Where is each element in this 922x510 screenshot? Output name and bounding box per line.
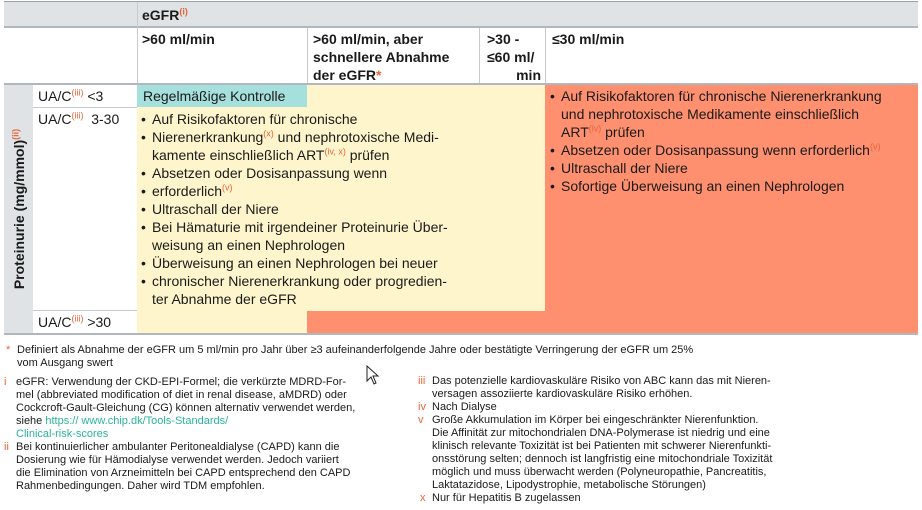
recommendation-item: • Auf Risikofaktoren für chronische Nierenerkrankung und nephrotoxische Medikamente einschließlich ART$^{(iv)}$ prüfen — [548, 87, 916, 141]
table-bottom-border — [4, 333, 918, 335]
recommendation-item: • chronischer Nierenerkrankung oder progredien- ter Abnahme der eGFR — [139, 272, 539, 308]
top-border — [4, 1, 918, 2]
row-label-prefix: UA/C — [38, 314, 72, 330]
row-label-prefix: UA/C — [38, 88, 72, 104]
col-header-30-60 — [479, 28, 545, 83]
recommendation-item: • erforderlich$^{(v)}$ — [139, 182, 539, 200]
regular-control-text: Regelmäßige Kontrolle — [143, 88, 286, 104]
recommendation-item: • Absetzen oder Dosisanpassung wenn erforderlich$^{(v)}$ — [548, 141, 916, 159]
regular-control-cell — [137, 85, 307, 107]
moderate-recommendations — [139, 110, 539, 308]
proteinuria-label: Proteinurie (mg/mmol) — [10, 139, 27, 290]
header-corner — [4, 2, 137, 26]
row-label-value: <3 — [87, 88, 104, 104]
row-label-ref: (iii) — [71, 313, 84, 324]
col-divider — [479, 28, 480, 83]
proteinuria-ref: (ii) — [9, 128, 20, 140]
footnote-x: x Nur für Hepatitis B zugelassen — [420, 492, 581, 504]
recommendation-item: • Sofortige Überweisung an einen Nephrologen — [548, 177, 916, 195]
recommendation-item: • Auf Risikofaktoren für chronische — [139, 110, 539, 128]
recommendation-item: • Überweisung an einen Nephrologen bei neuer — [139, 254, 539, 272]
recommendation-item: • Ultraschall der Niere — [548, 159, 916, 177]
mouse-cursor-icon — [366, 365, 380, 385]
col-divider — [307, 28, 308, 83]
col-divider — [545, 28, 546, 83]
footnote-i: i eGFR: Verwendung der CKD-EPI-Formel; die verkürzte MDRD-For- mel (abbreviated modification of diet in renal disease, aMDRD) oder Cockcroft-Gault-Gleichung (CG) können alternativ verwendet werden, siehe https:// www.chip.dk/Tools-Standards/ Clinical-risk-scores — [16, 376, 396, 441]
row-label-ref: (iii) — [71, 87, 84, 98]
egfr-ref: (i) — [179, 6, 188, 17]
footnote-v: v Große Akkumulation im Körper bei eingeschränkter Nierenfunktion. Die Affinität zur mitochondrialen DNA-Polymerase ist niedrig und eine klinisch relevante Toxizität ist bei Patienten mit schwerer Nierenfunkti- onsstörung selten; dennoch ist langfristig eine mitochondriale Toxizität möglich und muss überwacht werden (Polyneuropathie, Pancreatitis, Laktatazidose, Lipodystrophie, metabolische Störungen) — [418, 414, 773, 491]
severe-recommendations — [548, 87, 916, 195]
row-label-3-30 — [33, 108, 137, 310]
recommendation-item: • Absetzen oder Dosisanpassung wenn — [139, 164, 539, 182]
footnote-ii: ii Bei kontinuierlicher ambulanter Peritonealdialyse (CAPD) kann die Dosierung wie für Hämodialyse verwendet werden. Jedoch variiert die Elimination von Arzneimitteln bei CAPD entsprechend den CAPD Rahmenbedingungen. Daher wird TDM empfohlen. — [4, 441, 351, 492]
row-label-gt30 — [33, 311, 137, 333]
col-header-30-60-line1: >30 - — [487, 31, 520, 47]
star-mark: * — [376, 67, 382, 83]
row-label-value: 3-30 — [91, 111, 120, 127]
col-header-le30-label: ≤30 ml/min — [552, 31, 625, 47]
col-header-gt60-fast-label: >60 ml/min, aber schnellere Abnahme der eGFR — [313, 31, 450, 83]
egfr-header — [137, 2, 918, 26]
egfr-label: eGFR — [142, 7, 180, 23]
col-header-le30 — [545, 28, 918, 83]
footnote-star: * Definiert als Abnahme der eGFR um 5 ml/min pro Jahr über ≥3 aufeinanderfolgende Jahre oder bestätigte Verringerung der eGFR um 25% vom Ausgang swert — [6, 344, 694, 369]
recommendation-item: • Bei Hämaturie mit irgendeiner Proteinurie Über- weisung an einen Nephrologen — [139, 218, 539, 254]
chip-link-cont[interactable]: Clinical-risk-scores — [16, 428, 109, 440]
footnote-iii: iii Das potenzielle kardiovaskuläre Risiko von ABC kann das mit Nieren- versagen assoziierte kardiovaskuläre Risiko erhöhen. — [418, 375, 771, 400]
proteinuria-side-label — [4, 85, 33, 333]
col-header-gt60-label: >60 ml/min — [142, 31, 215, 47]
footnote-iv: iv Nach Dialyse — [418, 401, 497, 413]
recommendation-item: • Nierenerkrankung$^{(x)}$ und nephrotoxische Medi- kamente einschließlich ART$^{(iv, x)}$ prüfen — [139, 128, 539, 164]
recommendation-item: • Ultraschall der Niere — [139, 200, 539, 218]
severe-zone-row3 — [307, 311, 545, 333]
col-header-30-60-line2: ≤60 ml/ — [487, 49, 535, 65]
col-header-30-60-line3: min — [516, 67, 541, 83]
row-label-lt3 — [33, 85, 137, 107]
row-label-prefix: UA/C — [38, 111, 72, 127]
row-label-ref: (iii) — [71, 110, 84, 121]
col-header-gt60 — [137, 28, 307, 83]
col-header-gt60-fast — [307, 28, 479, 83]
row-label-value: >30 — [87, 314, 112, 330]
chip-link[interactable]: https:// www.chip.dk/Tools-Standards/ — [45, 415, 229, 427]
